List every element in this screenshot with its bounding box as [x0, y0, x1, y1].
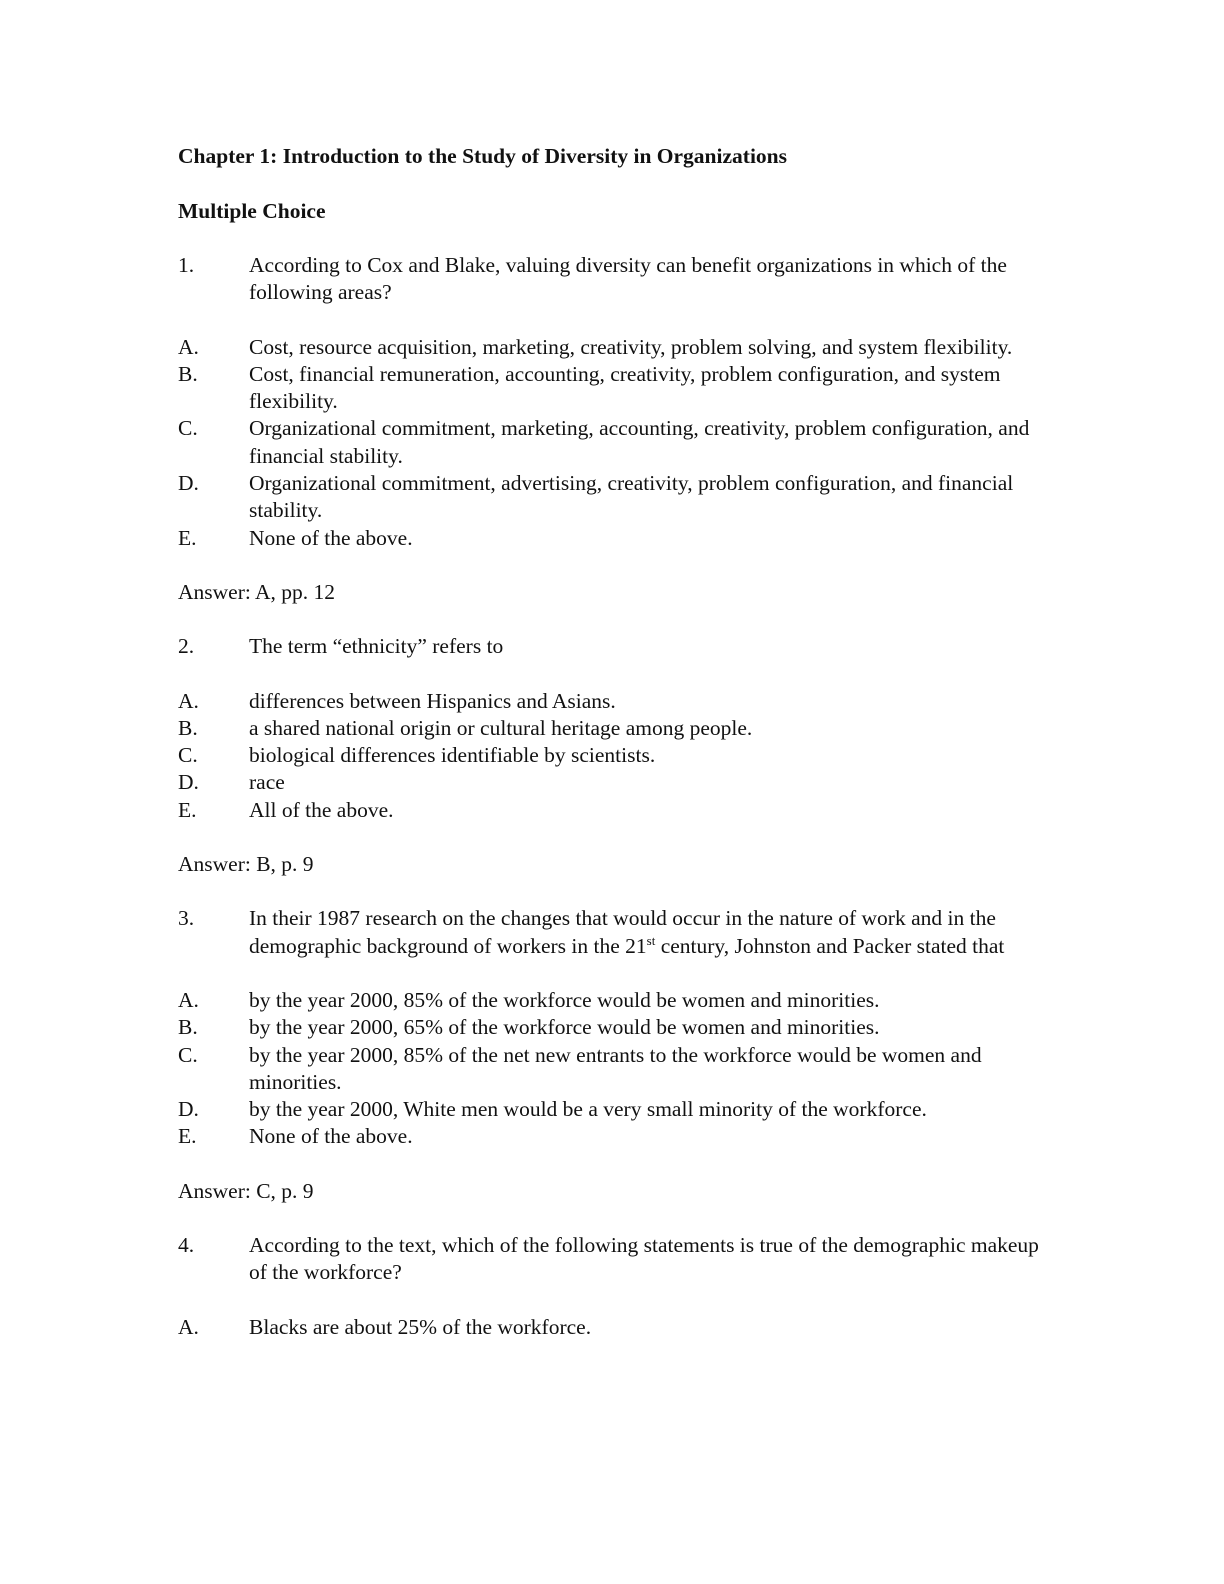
option-text: by the year 2000, 85% of the net new entrants to the workforce would be women and minorities. [249, 1042, 982, 1094]
answer-line: Answer: C, p. 9 [178, 1178, 314, 1203]
document-page [178, 142, 1048, 1341]
option-letter: B. [178, 361, 198, 386]
option-letter: D. [178, 1097, 199, 1122]
question-3 [178, 905, 1048, 1205]
option-letter: D. [178, 770, 199, 795]
question-stem [178, 252, 1048, 307]
question-text: The term “ethnicity” refers to [249, 634, 504, 659]
option-letter: A. [178, 688, 199, 713]
option-letter: E. [178, 1124, 197, 1149]
option-c [178, 415, 1048, 470]
option-e [178, 797, 1048, 824]
question-stem [178, 633, 1048, 660]
question-text [249, 905, 1048, 960]
section-title: Multiple Choice [178, 199, 326, 223]
option-letter: C. [178, 1042, 198, 1067]
option-text: All of the above. [249, 797, 394, 822]
option-text: Cost, resource acquisition, marketing, creativity, problem solving, and system flexibility. [249, 334, 1013, 359]
option-text: biological differences identifiable by scientists. [249, 743, 656, 768]
option-letter: A. [178, 334, 199, 359]
option-text: Organizational commitment, advertising, creativity, problem configuration, and financial stability. [249, 471, 1014, 523]
option-c [178, 1042, 1048, 1097]
option-text: None of the above. [249, 1124, 413, 1149]
option-e [178, 1123, 1048, 1150]
answer-line: Answer: A, pp. 12 [178, 579, 336, 604]
chapter-title: Chapter 1: Introduction to the Study of Diversity in Organizations [178, 144, 787, 168]
option-text: Cost, financial remuneration, accounting, creativity, problem configuration, and system flexibility. [249, 361, 1001, 414]
ordinal-superscript: st [646, 932, 656, 948]
question-2 [178, 633, 1048, 878]
option-text: differences between Hispanics and Asians. [249, 688, 616, 713]
question-1 [178, 252, 1048, 606]
option-e [178, 525, 1048, 552]
option-d [178, 470, 1048, 525]
option-d [178, 1096, 1048, 1123]
option-b [178, 715, 1048, 742]
question-text-end: century, Johnston and Packer stated that [655, 933, 1005, 958]
option-letter: C. [178, 743, 198, 768]
question-stem [178, 905, 1048, 960]
option-letter: D. [178, 471, 199, 496]
option-text: by the year 2000, 85% of the workforce would be women and minorities. [249, 987, 880, 1012]
option-text: by the year 2000, 65% of the workforce would be women and minorities. [249, 1015, 880, 1040]
question-text-start: In their 1987 research on the changes that would occur in the nature of work and in the demographic background of workers in the 21 [249, 906, 996, 958]
question-number: 4. [178, 1233, 195, 1258]
question-4 [178, 1232, 1048, 1341]
question-text: According to Cox and Blake, valuing diversity can benefit organizations in which of the following areas? [249, 253, 1007, 305]
option-text: race [249, 770, 285, 795]
option-letter: B. [178, 715, 198, 740]
option-letter: A. [178, 987, 199, 1012]
option-text: None of the above. [249, 525, 413, 550]
option-d [178, 769, 1048, 796]
option-list [178, 987, 1048, 1151]
option-c [178, 742, 1048, 769]
option-list [178, 334, 1048, 552]
option-letter: E. [178, 525, 197, 550]
option-list [178, 1314, 1048, 1341]
option-a [178, 987, 1048, 1014]
question-number: 1. [178, 253, 195, 277]
option-a [178, 1314, 1048, 1341]
question-stem [178, 1232, 1048, 1287]
question-number: 2. [178, 634, 195, 659]
question-text: According to the text, which of the following statements is true of the demographic makeup of the workforce? [249, 1233, 1039, 1285]
option-list [178, 688, 1048, 824]
option-letter: B. [178, 1015, 198, 1040]
option-b [178, 1014, 1048, 1041]
option-a [178, 688, 1048, 715]
answer-line: Answer: B, p. 9 [178, 852, 314, 877]
option-text: Blacks are about 25% of the workforce. [249, 1314, 592, 1339]
option-letter: E. [178, 797, 197, 822]
option-letter: C. [178, 416, 198, 441]
option-text: a shared national origin or cultural heritage among people. [249, 715, 753, 740]
question-number: 3. [178, 906, 195, 931]
option-text: Organizational commitment, marketing, accounting, creativity, problem configuration, and financial stability. [249, 416, 1030, 468]
option-b [178, 361, 1048, 416]
option-text: by the year 2000, White men would be a very small minority of the workforce. [249, 1097, 927, 1122]
option-a [178, 334, 1048, 361]
option-letter: A. [178, 1314, 199, 1339]
